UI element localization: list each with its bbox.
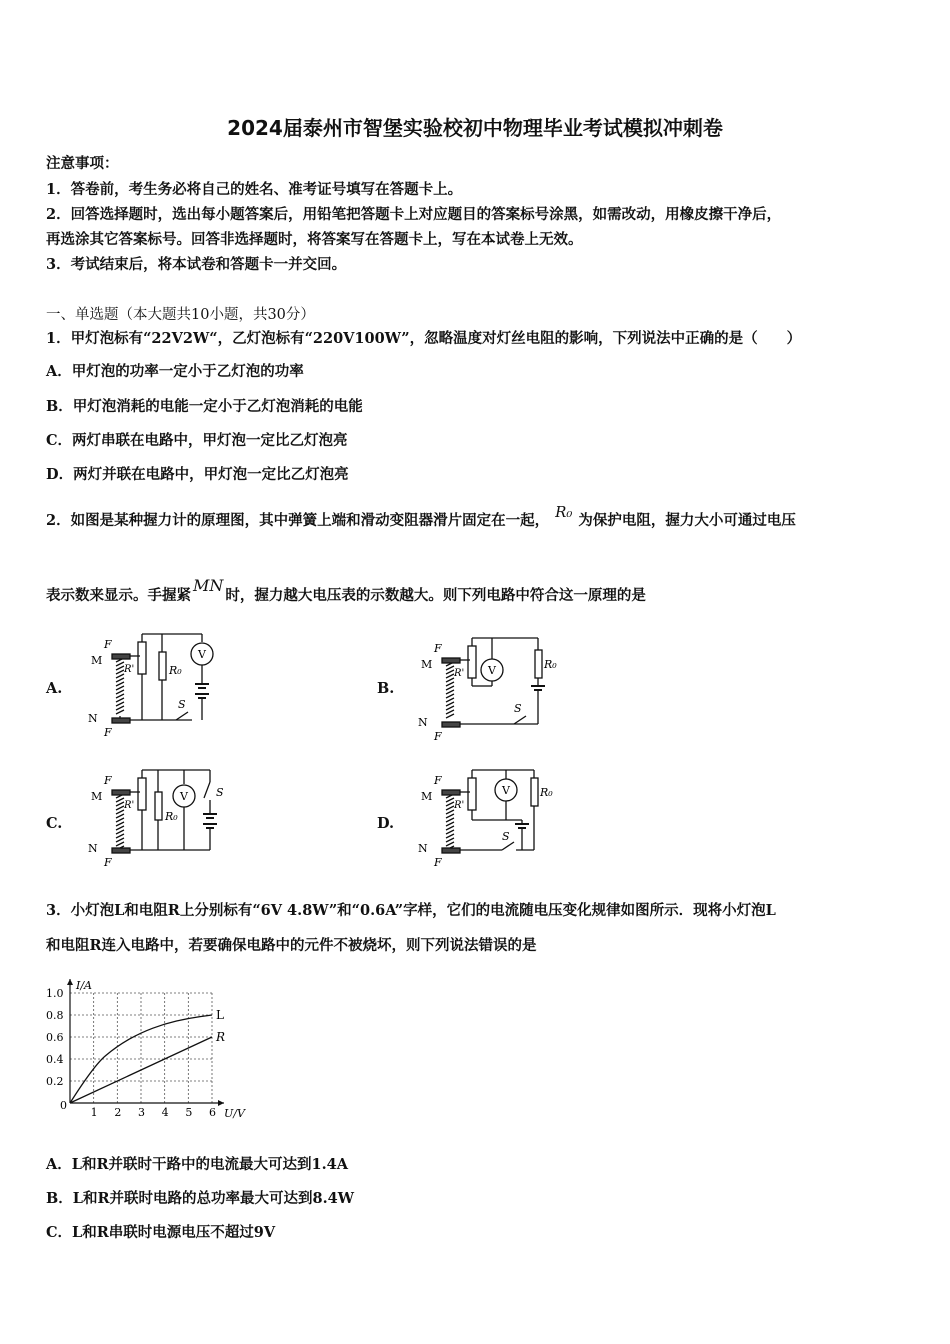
label-voltmeter: V [502,784,510,797]
series-label-r: R [216,1030,226,1044]
q1-option-b: B．甲灯泡消耗的电能一定小于乙灯泡消耗的电能 [46,398,363,415]
y-tick-label: 0.4 [46,1053,64,1066]
iu-chart [40,966,265,1121]
y-axis-arrow [67,979,73,985]
page-title: 2024届泰州市智堡实验校初中物理毕业考试模拟冲刺卷 [227,116,723,140]
label-r0: R₀ [165,810,178,823]
notice-item: 1．答卷前，考生务必将自己的姓名、准考证号填写在答题卡上。 [46,181,463,198]
q3-option-b: B．L和R并联时电路的总功率最大可达到8.4W [46,1190,355,1207]
circuit-d-diagram [410,768,560,876]
label-r0: R₀ [169,664,182,677]
notice-item: 2．回答选择题时，选出每小题答案后，用铅笔把答题卡上对应题目的答案标号涂黑，如需改动，用橡皮擦干净后， [46,206,782,223]
label-force-bottom: F [434,730,442,743]
circuit-b-diagram [410,636,560,744]
q2-stem-c: 表示数来显示。手握紧 [46,587,191,604]
label-switch: S [514,702,522,715]
label-m: M [91,654,103,667]
label-r0: R₀ [540,786,553,799]
label-voltmeter: V [198,648,206,661]
chart-labels [46,979,246,1120]
chart-grid [70,993,212,1103]
label-m: M [421,790,433,803]
label-n: N [418,842,428,855]
y-tick-label: 0.8 [46,1009,64,1022]
notice-item: 再选涂其它答案标号。回答非选择题时，将答案写在答题卡上，写在本试卷上无效。 [46,231,583,248]
x-tick-label: 4 [161,1106,169,1119]
series-label-l: L [216,1008,224,1022]
origin-label: 0 [60,1099,67,1112]
label-n: N [418,716,428,729]
q2-stem-line2 [46,576,646,605]
label-r-prime: R' [124,664,135,675]
label-r-prime: R' [454,800,465,811]
label-force-top: F [104,774,112,787]
label-force-top: F [434,774,442,787]
q3-stem-line2: 和电阻R连入电路中，若要确保电路中的元件不被烧坏，则下列说法错误的是 [46,937,537,954]
q1-stem: 1．甲灯泡标有“22V2W“，乙灯泡标有“220V100W”，忽略温度对灯丝电阻的影响，下列说法中正确的是（ ） [46,330,802,347]
circuit-c-diagram [80,768,230,876]
notice-heading: 注意事项： [46,155,119,172]
label-r-prime: R' [454,668,465,679]
x-tick-label: 5 [185,1106,193,1119]
circuit-a-diagram [80,632,230,740]
q2-option-a-label: A. [46,680,63,697]
label-voltmeter: V [180,790,188,803]
q2-stem-b: 为保护电阻，握力大小可通过电压 [578,512,796,529]
label-force-bottom: F [104,856,112,869]
label-force-bottom: F [434,856,442,869]
label-r0: R₀ [544,658,557,671]
y-tick-label: 0.6 [46,1031,64,1044]
q2-option-d-label: D. [377,815,395,832]
label-m: M [91,790,103,803]
label-switch: S [502,830,510,843]
section-heading: 一、单选题（本大题共10小题，共30分） [46,307,315,323]
label-m: M [421,658,433,671]
label-n: N [88,842,98,855]
x-axis-label: U/V [224,1107,245,1120]
q2-option-c-label: C. [46,815,63,832]
label-force-top: F [104,638,112,651]
label-r-prime: R' [124,800,135,811]
x-axis-arrow [218,1100,224,1106]
y-axis-label: I/A [76,979,92,992]
q3-option-a: A．L和R并联时干路中的电流最大可达到1.4A [46,1156,348,1173]
q3-stem-line1: 3．小灯泡L和电阻R上分别标有“6V 4.8W”和“0.6A”字样，它们的电流随电压变化规律如图所示．现将小灯泡L [46,902,776,919]
q2-stem-d: 时，握力越大电压表的示数越大。则下列电路中符合这一原理的是 [225,587,646,604]
q1-option-a: A．甲灯泡的功率一定小于乙灯泡的功率 [46,363,304,380]
x-tick-label: 1 [90,1106,98,1119]
x-tick-label: 6 [209,1106,216,1119]
q3-option-c: C．L和R串联时电源电压不超过9V [46,1224,276,1241]
r0-symbol: R₀ [555,503,573,521]
q2-stem-a: 2．如图是某种握力计的原理图，其中弹簧上端和滑动变阻器滑片固定在一起， [46,512,550,529]
q2-stem-line1 [46,503,796,530]
y-tick-label: 1.0 [46,987,64,1000]
label-voltmeter: V [488,664,496,677]
label-force-top: F [434,642,442,655]
label-n: N [88,712,98,725]
x-tick-label: 2 [114,1106,122,1119]
x-tick-label: 3 [138,1106,145,1119]
mn-symbol: MN [193,576,224,595]
q2-option-b-label: B. [377,680,395,697]
label-switch: S [216,786,224,799]
label-force-bottom: F [104,726,112,739]
q1-option-d: D．两灯并联在电路中，甲灯泡一定比乙灯泡亮 [46,466,349,483]
q1-option-c: C．两灯串联在电路中，甲灯泡一定比乙灯泡亮 [46,432,348,449]
y-tick-label: 0.2 [46,1075,64,1088]
notice-item: 3．考试结束后，将本试卷和答题卡一并交回。 [46,256,347,273]
label-switch: S [178,698,186,711]
